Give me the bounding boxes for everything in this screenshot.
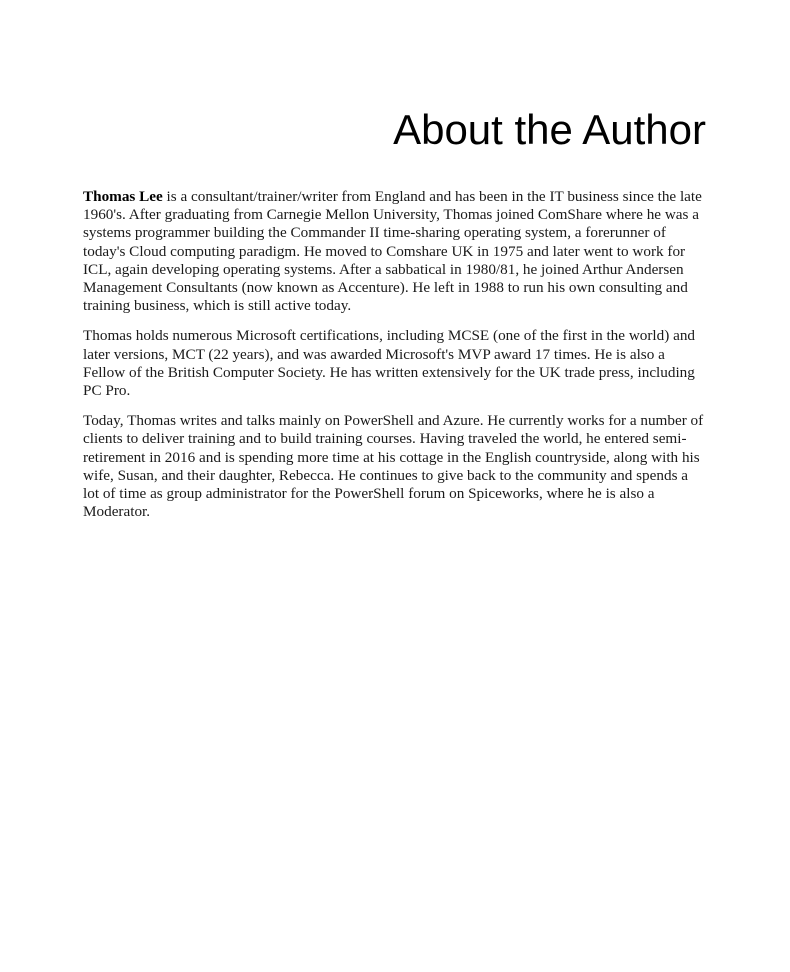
- bio-paragraph-1-text: is a consultant/trainer/writer from England and has been in the IT business since the late 1960's. After graduating from Carnegie Mellon University, Thomas joined ComShare where he was a systems programmer building the Commander II time-sharing operating system, a forerunner of today's Cloud computing paradigm. He moved to Comshare UK in 1975 and later went to work for ICL, again developing operating systems. After a sabbatical in 1980/81, he joined Arthur Andersen Management Consultants (now known as Accenture). He left in 1988 to run his own consulting and training business, which is still active today.: [83, 188, 702, 315]
- page-title: About the Author: [393, 106, 706, 153]
- bio-paragraph-1: [83, 188, 707, 315]
- bio-paragraph-2: Thomas holds numerous Microsoft certifications, including MCSE (one of the first in the world) and later versions, MCT (22 years), and was awarded Microsoft's MVP award 17 times. He is also a Fellow of the British Computer Society. He has written extensively for the UK trade press, including PC Pro.: [83, 327, 696, 400]
- author-name: Thomas Lee: [83, 188, 163, 205]
- author-bio: [83, 188, 707, 533]
- bio-paragraph-3: Today, Thomas writes and talks mainly on PowerShell and Azure. He currently works for a number of clients to deliver training and to build training courses. Having traveled the world, he entered semi-retirement in 2016 and is spending more time at his cottage in the English countryside, along with his wife, Susan, and their daughter, Rebecca. He continues to give back to the community and spends a lot of time as group administrator for the PowerShell forum on Spiceworks, where he is also a Moderator.: [83, 412, 704, 521]
